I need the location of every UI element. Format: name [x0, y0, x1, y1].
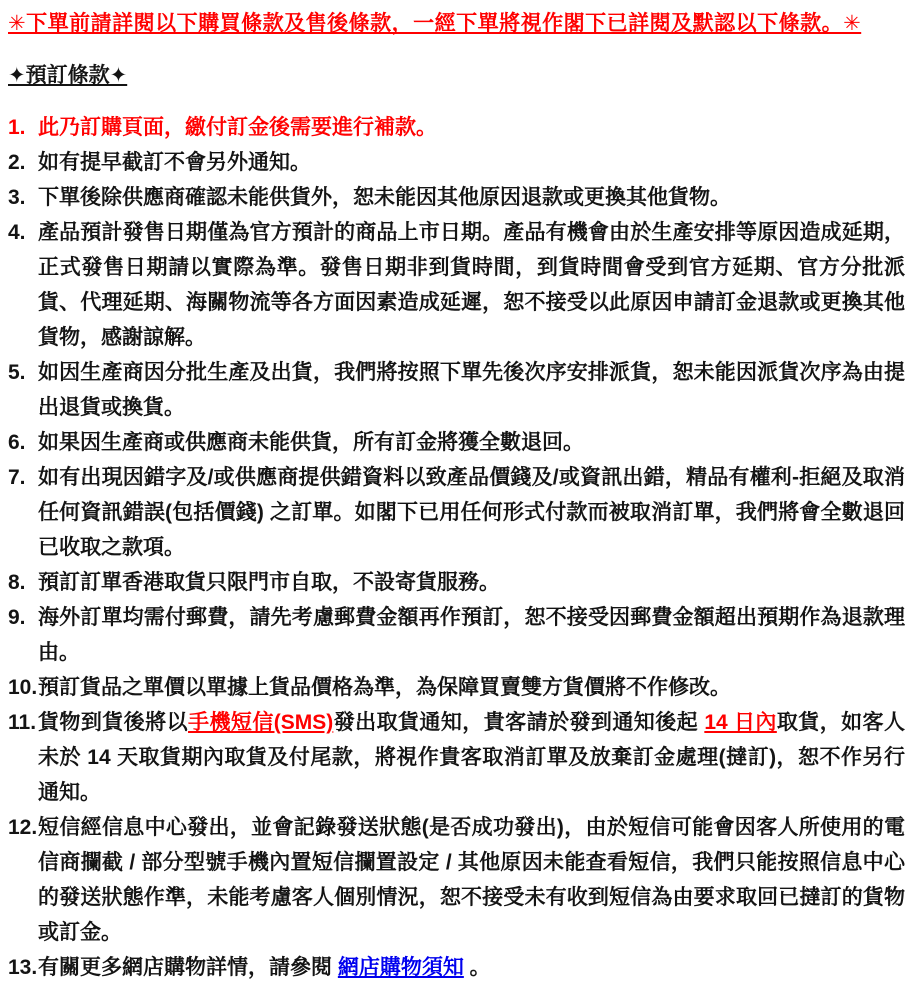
- term-item-2: [8, 145, 905, 180]
- term-number: 9.: [8, 606, 26, 629]
- term-number: 7.: [8, 466, 26, 489]
- term-text: 產品預計發售日期僅為官方預計的商品上市日期。產品有機會由於生產安排等原因造成延期，正式發售日期請以實際為準。發售日期非到貨時間，到貨時間會受到官方延期、官方分批派貨、代理延期、海關物流等各方面因素造成延遲，恕不接受以此原因申請訂金退款或更換其他貨物，感謝諒解。: [38, 221, 905, 349]
- term-number: 13.: [8, 956, 38, 979]
- term-text: 如果因生產商或供應商未能供貨，所有訂金將獲全數退回。: [38, 431, 584, 454]
- term-text: 貨物到貨後將以: [38, 711, 189, 734]
- term-text: 取貨，如客人未於 14 天取貨期內取貨及付尾款，將視作貴客取消訂單及放棄訂金處理(撻訂)，恕不作另行通知。: [38, 711, 905, 804]
- term-item-10: [8, 670, 905, 705]
- store-shopping-notice-link[interactable]: 網店購物須知: [337, 956, 464, 979]
- term-item-11: [8, 705, 905, 810]
- term-text: 預訂貨品之單價以單據上貨品價格為準，為保障買賣雙方貨價將不作修改。: [38, 676, 731, 699]
- term-number: 3.: [8, 186, 26, 209]
- term-number: 8.: [8, 571, 26, 594]
- term-text: 。: [463, 956, 491, 979]
- term-number: 5.: [8, 361, 26, 384]
- term-number: 11.: [8, 711, 37, 734]
- purchase-warning-header: ✳下單前請詳閱以下購買條款及售後條款，一經下單將視作閣下已詳閱及默認以下條款。✳: [8, 12, 862, 35]
- highlighted-term-text: 14 日內: [704, 711, 777, 734]
- term-number: 12.: [8, 816, 38, 839]
- term-text: 有關更多網店購物詳情，請參閱: [38, 956, 338, 979]
- term-number: 4.: [8, 221, 26, 244]
- preorder-terms-title: ✦預訂條款✦: [8, 64, 128, 87]
- term-text: 如有提早截訂不會另外通知。: [38, 151, 311, 174]
- highlighted-term-text: 手機短信(SMS): [188, 711, 334, 734]
- term-text: 發出取貨通知，貴客請於發到通知後起: [333, 711, 705, 734]
- term-number: 10.: [8, 676, 38, 699]
- term-number: 1.: [8, 116, 26, 139]
- term-item-9: [8, 600, 905, 670]
- term-item-12: [8, 810, 905, 950]
- term-item-13: [8, 950, 905, 985]
- term-text: 如因生產商因分批生產及出貨，我們將按照下單先後次序安排派貨，恕未能因派貨次序為由提出退貨或換貨。: [38, 361, 905, 419]
- term-text: 預訂訂單香港取貨只限門市自取，不設寄貨服務。: [38, 571, 500, 594]
- term-item-8: [8, 565, 905, 600]
- term-item-4: [8, 215, 905, 355]
- term-text: 短信經信息中心發出，並會記錄發送狀態(是否成功發出)，由於短信可能會因客人所使用的電信商攔截 / 部分型號手機內置短信攔置設定 / 其他原因未能查看短信，我們只能按照信息中心的發送狀態作準，未能考慮客人個別情況，恕不接受未有收到短信為由要求取回已撻訂的貨物或訂金。: [38, 816, 905, 944]
- term-item-7: [8, 460, 905, 565]
- term-item-3: [8, 180, 905, 215]
- term-text: 如有出現因錯字及/或供應商提供錯資料以致產品價錢及/或資訊出錯，精品有權利-拒絕及取消任何資訊錯誤(包括價錢) 之訂單。如閣下已用任何形式付款而被取消訂單，我們將會全數退回已收取之款項。: [38, 466, 905, 559]
- term-item-5: [8, 355, 905, 425]
- term-text: 下單後除供應商確認未能供貨外，恕未能因其他原因退款或更換其他貨物。: [38, 186, 731, 209]
- terms-list: [8, 110, 905, 985]
- term-text: 海外訂單均需付郵費，請先考慮郵費金額再作預訂，恕不接受因郵費金額超出預期作為退款理由。: [38, 606, 905, 664]
- term-number: 6.: [8, 431, 26, 454]
- term-item-6: [8, 425, 905, 460]
- term-number: 2.: [8, 151, 26, 174]
- term-text: 此乃訂購頁面，繳付訂金後需要進行補款。: [38, 116, 437, 139]
- term-item-1: [8, 110, 905, 145]
